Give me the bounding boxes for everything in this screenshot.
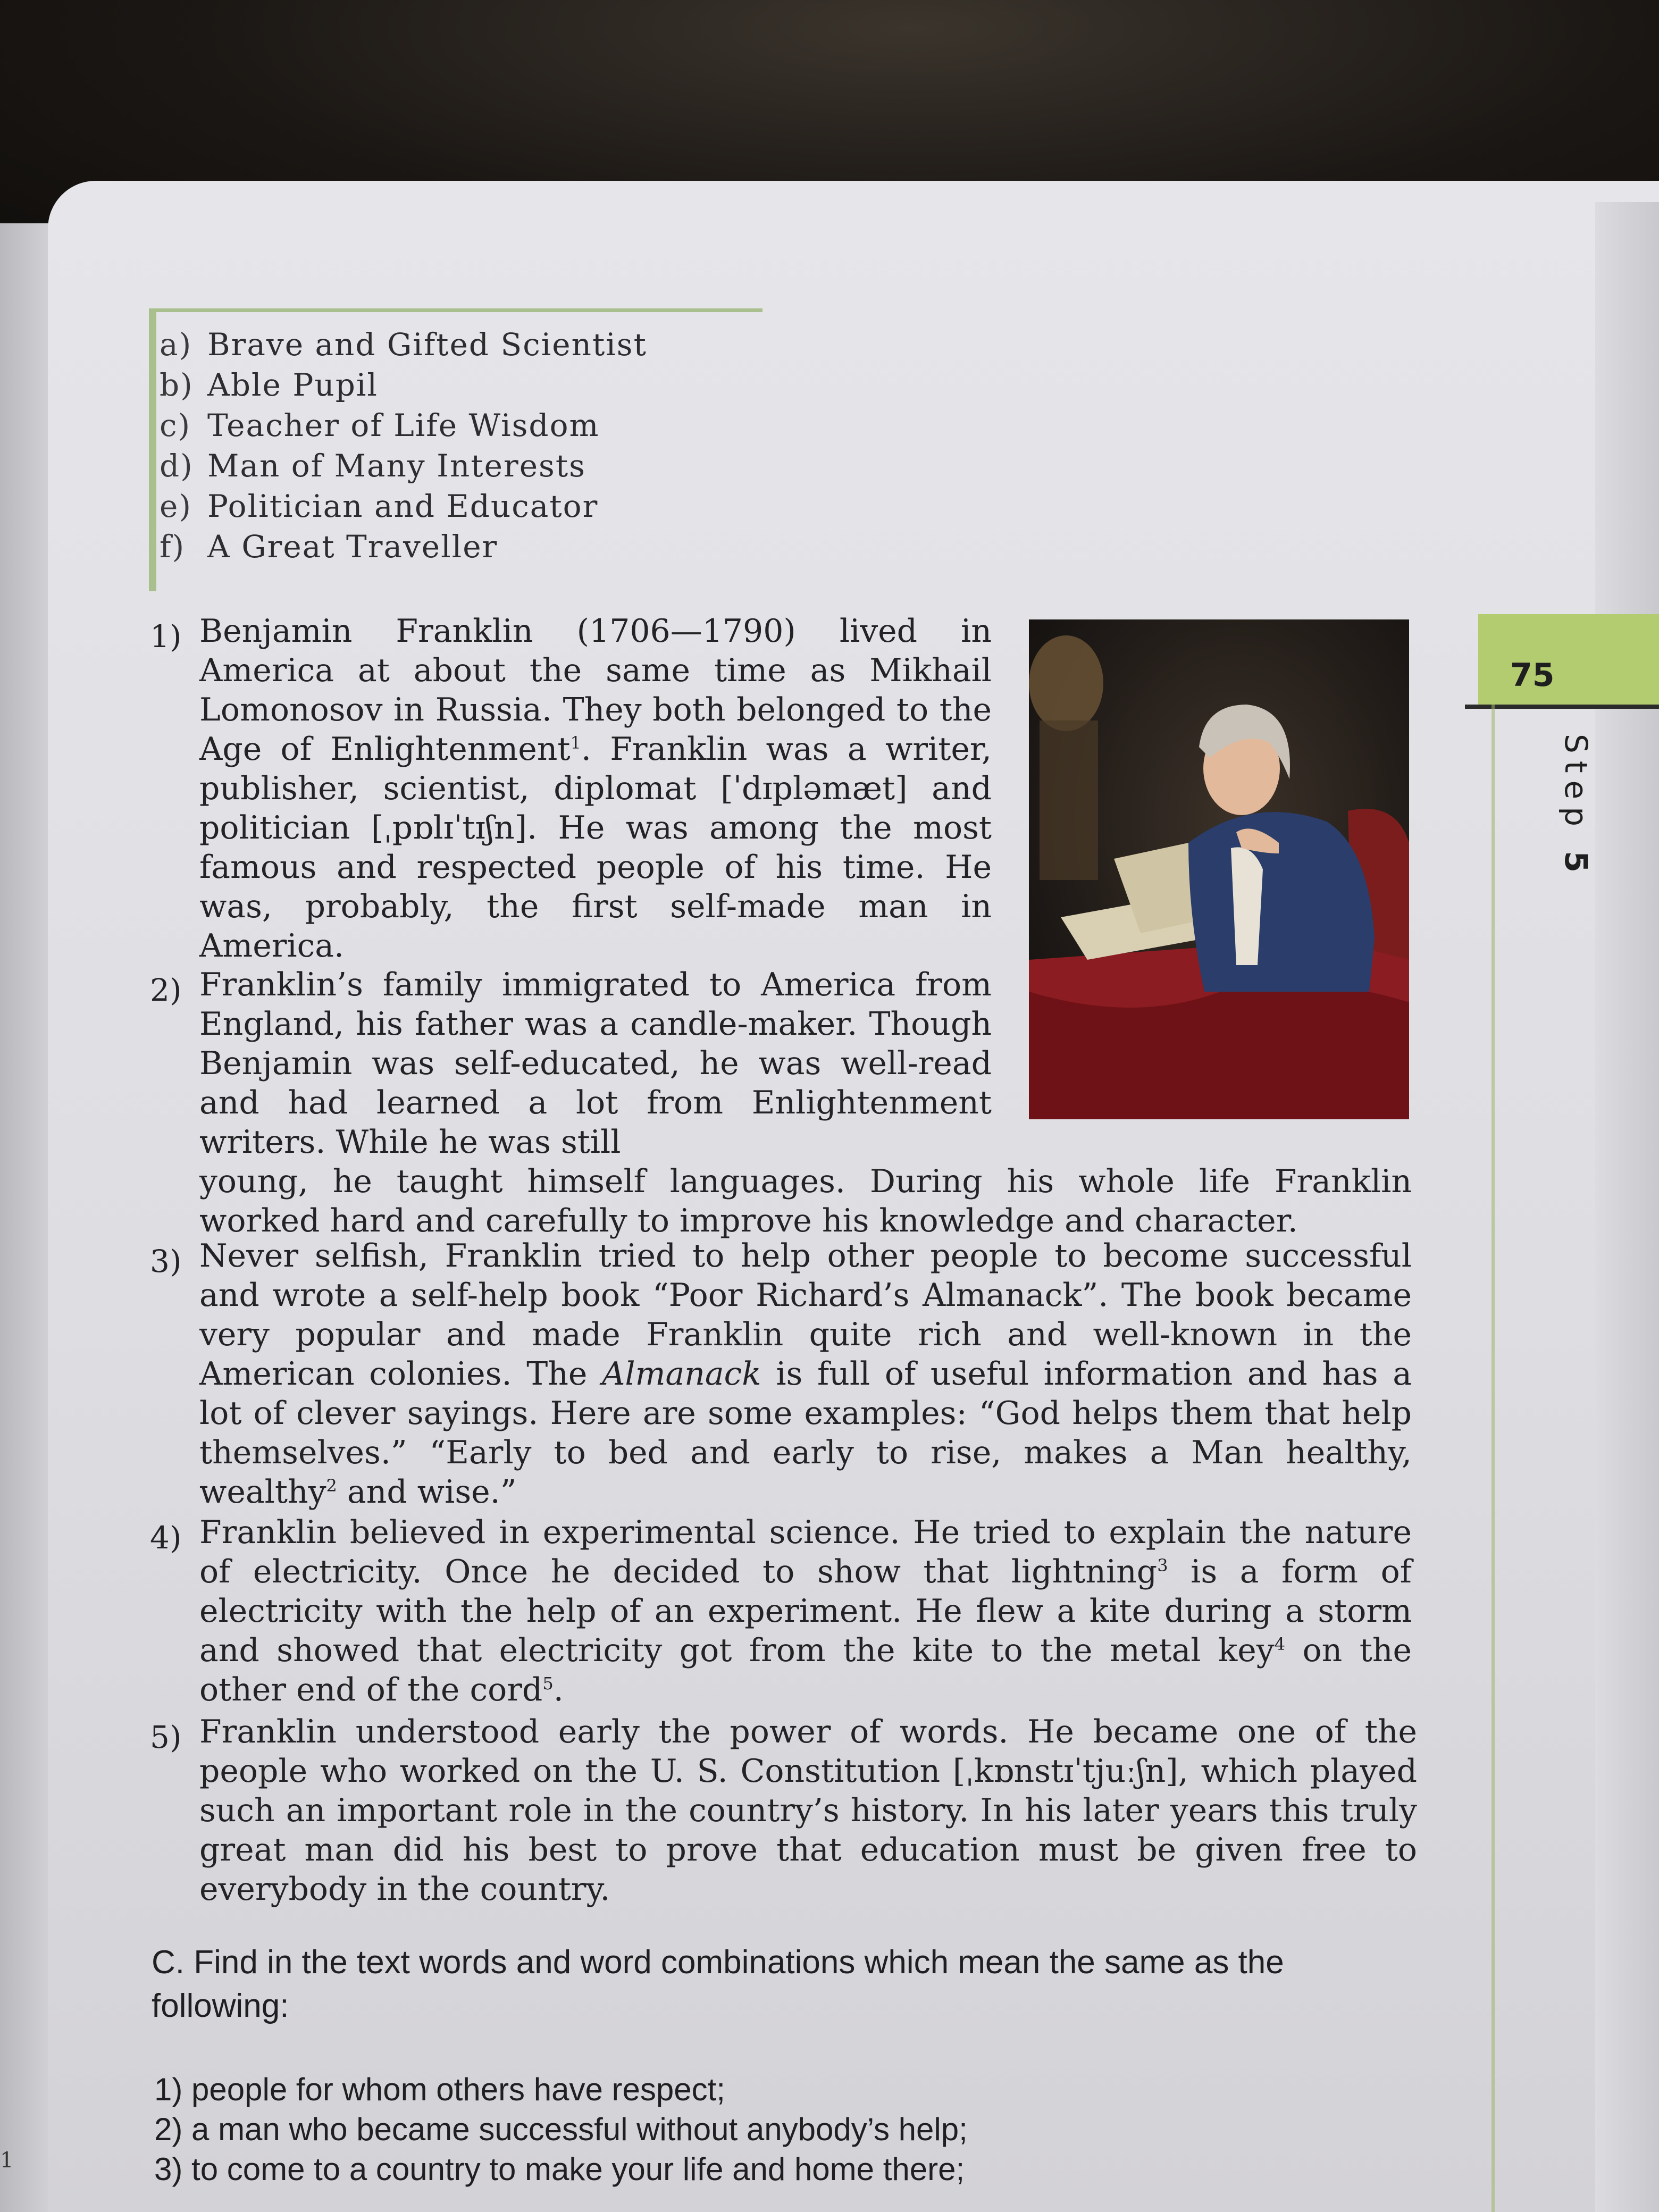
heading-item [160,405,647,446]
paragraph-2-text-b: young, he taught himself languages. During his whole life Franklin worked hard and carefully to improve his knowledge and character. [199,1163,1412,1239]
heading-letter: d) [160,448,194,484]
step-number: 5 [1558,851,1594,873]
paragraph-4-text-b: is a form of electricity with the help of an experiment. He flew a kite during a storm and showed that electricity got from the kite to the metal key [199,1553,1412,1669]
headings-list [160,324,647,567]
task-item-number: 3) [154,2151,183,2187]
paragraph-number: 2) [150,972,182,1008]
heading-text: A Great Traveller [207,529,498,565]
task-item-number: 2) [154,2112,183,2147]
heading-letter: e) [160,488,192,524]
page-edge-right [1595,202,1659,2212]
heading-item [160,446,647,486]
task-letter: C. [152,1944,185,1981]
page-tab [1478,614,1659,705]
paragraph-5 [199,1712,1417,1909]
paragraph-3-text-c: and wise.” [337,1473,517,1511]
heading-item [160,486,647,526]
paragraph-number: 3) [150,1243,182,1279]
tab-vertical-rule [1492,705,1495,2212]
task-item-text: people for whom others have respect; [191,2072,725,2107]
footnote-ref: 2 [326,1476,337,1496]
paragraph-4-text-d: . [553,1671,564,1708]
footnote-ref: 1 [570,733,581,753]
paragraph-1-text-a: Benjamin Franklin (1706—1790) lived in America at about the same time as Mikhail Lomonosov in Russia. They both belonged to the Age of Enlightenment [199,613,992,768]
footnote-ref: 4 [1274,1634,1286,1654]
task-item-number: 1) [154,2072,183,2107]
footnote-ref: 3 [1157,1555,1168,1576]
heading-item [160,324,647,365]
heading-text: Brave and Gifted Scientist [207,326,647,363]
paragraph-2a [199,965,992,1162]
heading-letter: f) [160,529,186,565]
step-word: Step [1558,734,1594,834]
left-page-mark: 1 [0,2148,14,2173]
heading-item [160,365,647,405]
task-item [154,2151,965,2188]
paragraph-3-text-a: Never selfish, Franklin tried to help other people to become successful and wrote a self-help book “Poor Richard’s Almanack”. The book became very popular and made Franklin quite rich and well-known in the American colonies. The [199,1237,1412,1393]
heading-letter: b) [160,367,194,403]
paragraph-4-text-c: on the other end of the cord [199,1632,1412,1708]
task-text: Find in the text words and word combinations which mean the same as the following: [152,1944,1284,2024]
page-number: 75 [1510,657,1555,694]
task-item-text: a man who became successful without anybody’s help; [191,2112,968,2147]
heading-text: Teacher of Life Wisdom [207,407,600,443]
portrait-image [1029,619,1409,1119]
paragraph-4 [199,1513,1412,1712]
paragraph-number: 1) [150,618,182,655]
heading-item [160,526,647,567]
paragraph-4-text-a: Franklin believed in experimental science. He tried to explain the nature of electricity. Once he decided to show that lightning [199,1514,1412,1590]
franklin-portrait [1029,619,1409,1119]
footnote-ref: 5 [542,1673,554,1694]
paragraph-3 [199,1236,1412,1513]
paragraph-1-text-b: . Franklin was a writer, publisher, scientist, diplomat [ˈdɪpləmæt] and politician [ˌpɒlɪˈtɪʃn]. He was among the most famous and respected people of his time. He was, probably, the first self-made man in America. [199,731,992,965]
book-title-italic: Almanack [602,1355,761,1393]
task-item [154,2071,725,2108]
paragraph-number: 4) [150,1520,182,1556]
task-item-text: to come to a country to make your life and home there; [191,2151,965,2187]
paragraph-2b [199,1162,1412,1242]
heading-text: Politician and Educator [207,488,599,524]
paragraph-3-text-b: is full of useful information and has a lot of clever sayings. Here are some examples: “God helps them that help themselves.” “Early to bed and early to rise, makes a Man healthy, wealthy [199,1355,1412,1511]
heading-text: Man of Many Interests [207,448,586,484]
paragraph-1 [199,611,992,965]
paragraph-5-text: Franklin understood early the power of words. He became one of the people who worked on the U. S. Constitution [ˌkɒnstɪˈtjuːʃn], which played such an important role in the country’s history. In his later years this truly great man did his best to prove that education must be given free to everybody in the country. [199,1713,1417,1908]
paragraph-number: 5) [150,1719,182,1755]
step-label [1558,734,1594,873]
heading-letter: c) [160,407,191,443]
task-c-instruction [152,1941,1428,2028]
task-item [154,2111,968,2148]
heading-letter: a) [160,326,192,363]
heading-text: Able Pupil [207,367,378,403]
paragraph-2-text-a: Franklin’s family immigrated to America from England, his father was a candle-maker. Though Benjamin was self-educated, he was well-read and had learned a lot from Enlightenment writers. While he was still [199,966,992,1161]
